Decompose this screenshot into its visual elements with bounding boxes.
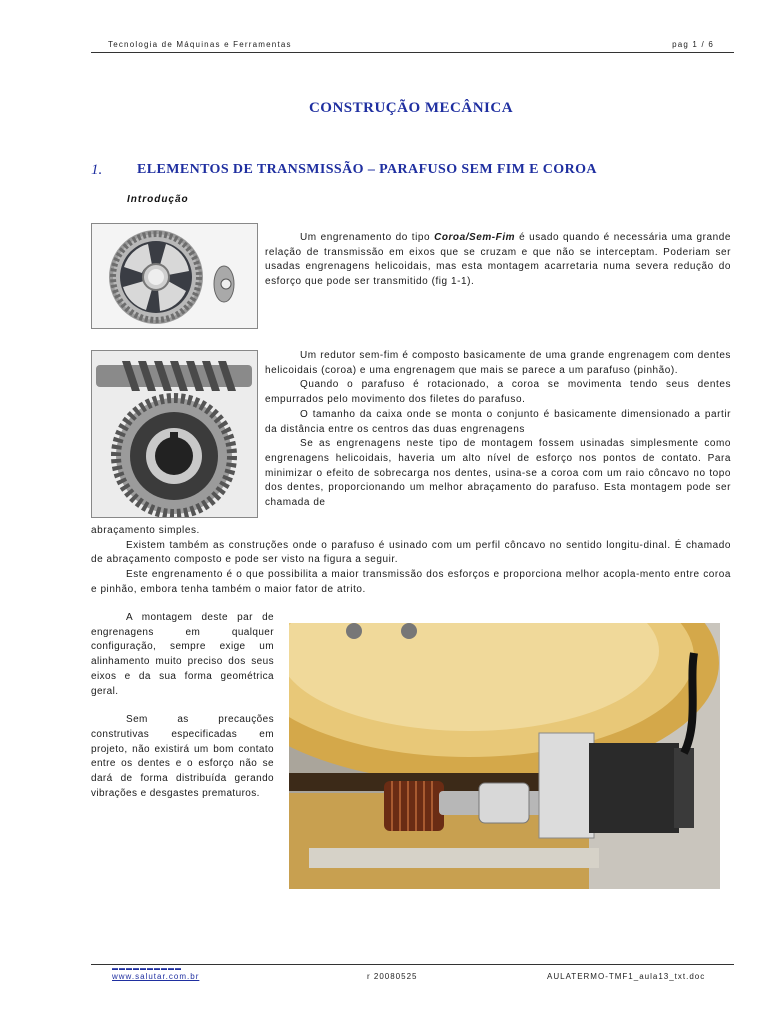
page-header	[108, 40, 714, 49]
p1-pre: Um engrenamento do tipo	[300, 232, 435, 243]
p2-line-4: Se as engrenagens neste tipo de montagem fossem usinadas simplesmente como engrenagens helicoidais, haveria um alto nível de esforço nos pontos de contato. Para minimizar o efeito de sobrecarga nos dentes, usina-se a coroa com um raio côncavo no topo dos dentes, proporcionando um melhor abraçamento do parafuso. Esta montagem pode ser chamada de	[265, 438, 731, 509]
p3-line-2: Este engrenamento é o que possibilita a maior transmissão dos esforços e proporciona melhor acopla-mento entre coroa e pinhão, embora tenha também o maior fator de atrito.	[91, 569, 731, 595]
p4-line-1: A montagem deste par de engrenagens em qualquer configuração, sempre exige um alinhamento muito preciso dos seus eixos e da sua forma geométrica geral.	[91, 612, 274, 697]
p1-post: é usado quando é necessária uma grande relação de transmissão em eixos que se cruzam e que não se interceptam. Poderiam ser usadas engrenagens helicoidais, mas esta montagem acarretaria numa severa redução do esforço que pode ser transmitido (fig 1-1).	[265, 232, 731, 288]
p2-tail: abraçamento simples.	[91, 525, 200, 536]
paragraph-3	[91, 524, 731, 598]
p2-line-1: Um redutor sem-fim é composto basicamente de uma grande engrenagem com dentes helicoidais (coroa) e uma engrenagem que mais se parece a um parafuso (pinhão).	[265, 350, 731, 376]
header-title: Tecnologia de Máquinas e Ferramentas	[108, 40, 292, 49]
website-link[interactable]: www.salutar.com.br	[112, 972, 200, 981]
footer-dashes: ▬▬▬▬▬▬▬▬▬▬	[112, 966, 182, 972]
p3-line-1: Existem também as construções onde o parafuso é usinado com um perfil côncavo no sentido longitu-dinal. É chamado de abraçamento composto e pode ser visto na figura a seguir.	[91, 539, 731, 566]
footer-revision: r 20080525	[367, 972, 418, 981]
header-divider	[91, 52, 734, 53]
section-title: ELEMENTOS DE TRANSMISSÃO – PARAFUSO SEM FIM E COROA	[137, 162, 597, 177]
worm-crown-photo	[91, 350, 258, 518]
paragraph-2	[265, 349, 731, 511]
p1-bold: Coroa/Sem-Fim	[434, 232, 516, 243]
page-number: pag 1 / 6	[672, 40, 714, 49]
footer-link-wrap[interactable]	[112, 972, 199, 981]
intro-heading: Introdução	[127, 194, 189, 205]
p2-line-3: O tamanho da caixa onde se monta o conjunto é basicamente dimensionado a partir da distância entre os centros das duas engrenagens	[265, 408, 731, 435]
footer-divider	[91, 964, 734, 965]
section-number: 1.	[91, 162, 103, 178]
p2-line-2: Quando o parafuso é rotacionado, a coroa se movimenta tendo seus dentes empurrados pelo movimento dos filetes do parafuso.	[265, 379, 731, 406]
paragraph-1	[265, 231, 731, 290]
worm-gear-photo	[91, 223, 258, 329]
document-title: CONSTRUÇÃO MECÂNICA	[308, 100, 514, 116]
footer-filename: AULATERMO-TMF1_aula13_txt.doc	[547, 972, 706, 981]
crown-motor-assembly-photo	[289, 623, 720, 889]
p4-line-2: Sem as precauções construtivas especificadas em projeto, não existirá um bom contato entre os dentes e o esforço não se dará de forma distribuída gerando vibrações e desgastes prematuros.	[91, 714, 274, 799]
paragraph-4	[91, 611, 274, 801]
